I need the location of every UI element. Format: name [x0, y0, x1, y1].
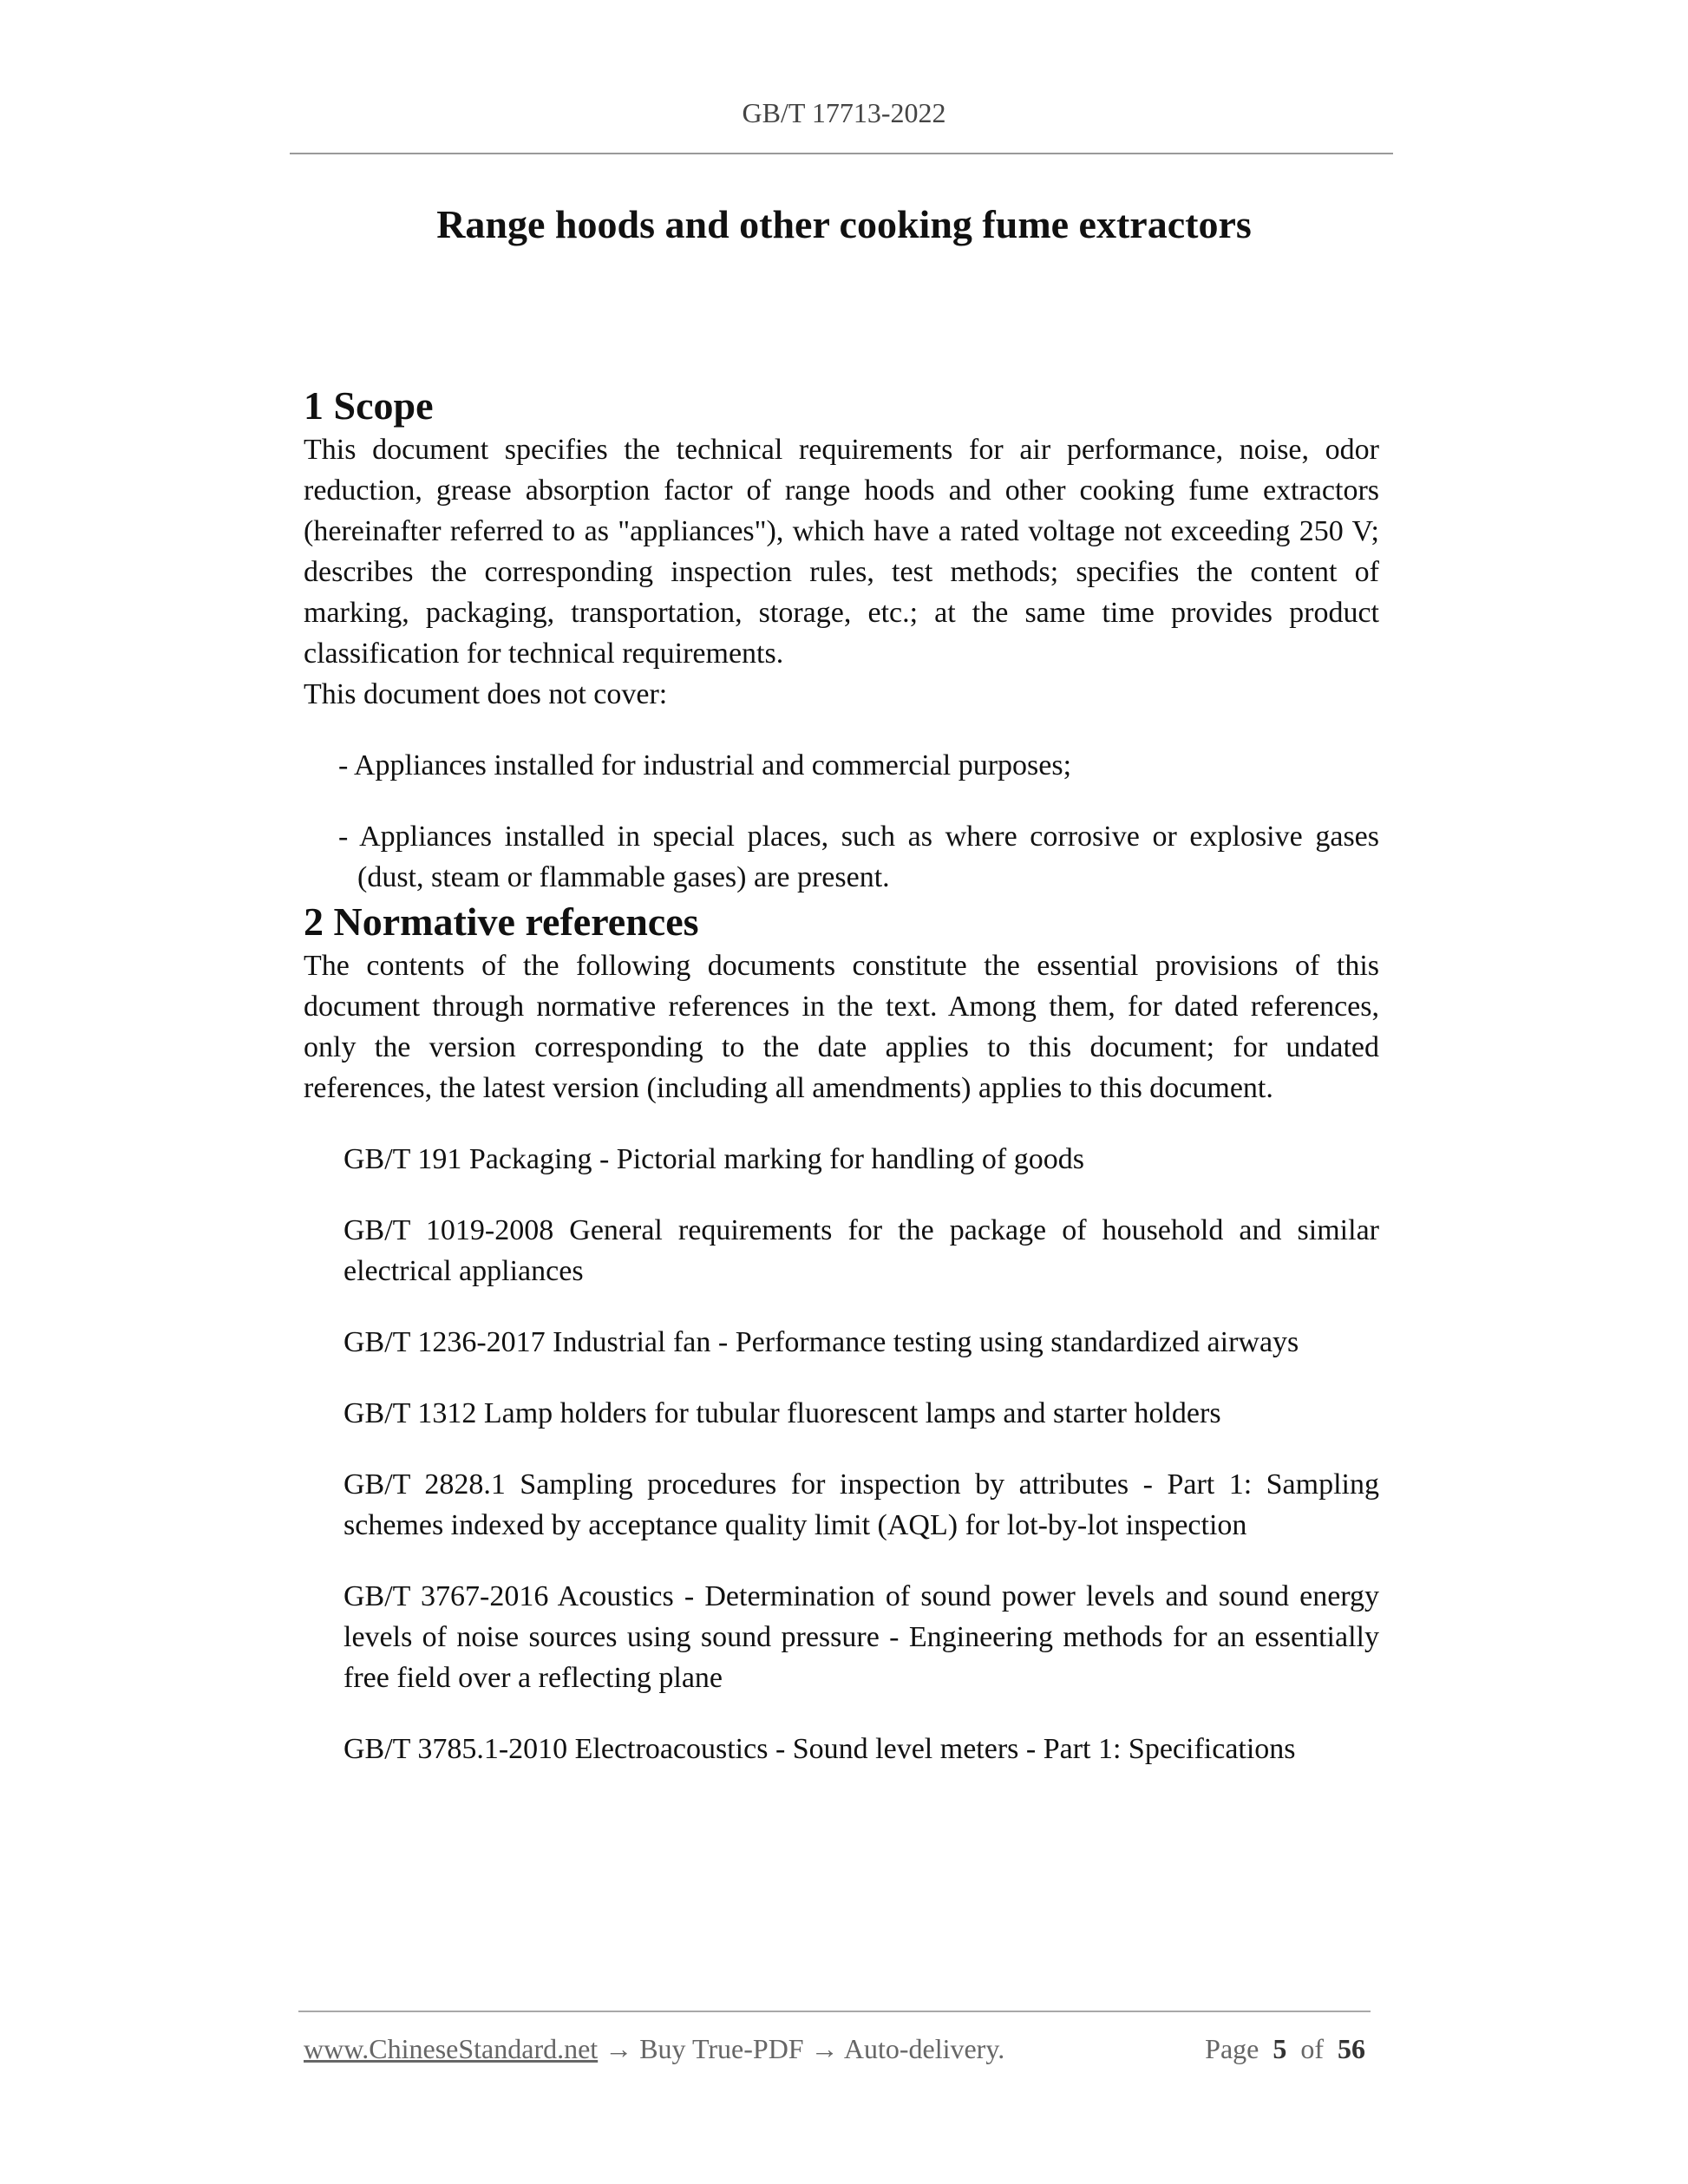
page-current: 5: [1273, 2033, 1287, 2064]
header-divider: [290, 153, 1393, 154]
reference-item: GB/T 1019-2008 General requirements for the package of household and similar electrical appliances: [343, 1214, 1379, 1288]
reference-item: GB/T 1312 Lamp holders for tubular fluorescent lamps and starter holders: [343, 1397, 1221, 1430]
of-label: of: [1300, 2033, 1324, 2064]
page-indicator: [1205, 2033, 1365, 2065]
scope-not-cover: This document does not cover:: [304, 678, 668, 711]
reference-item: GB/T 2828.1 Sampling procedures for inspection by attributes - Part 1: Sampling schemes indexed by acceptance quality limit (AQL) for lot-by-lot inspection: [343, 1468, 1379, 1542]
reference-list: [304, 1139, 1379, 1769]
section-heading-normative-references: 2 Normative references: [304, 899, 699, 945]
normative-paragraph: The contents of the following documents constitute the essential provisions of this document through normative references in the text. Among them, for dated references, only the version corresponding to the date applies to this document; for undated references, the latest version (including all amendments) applies to this document.: [304, 950, 1379, 1105]
reference-item: GB/T 191 Packaging - Pictorial marking for handling of goods: [343, 1143, 1084, 1176]
reference-item: GB/T 3767-2016 Acoustics - Determination of sound power levels and sound energy levels of noise sources using sound pressure - Engineering methods for an essentially free field over a reflecting plane: [343, 1580, 1379, 1695]
exclusion-list: [304, 745, 1379, 898]
footer-divider: [298, 2011, 1371, 2012]
exclusion-item: - Appliances installed in special places, such as where corrosive or explosive gases (dust, steam or flammable gases) are present.: [338, 821, 1379, 894]
section-heading-scope: 1 Scope: [304, 383, 434, 428]
arrow-right-icon: →: [810, 2033, 839, 2064]
footer-promo: [304, 2033, 1004, 2065]
page-total: 56: [1338, 2033, 1365, 2064]
arrow-right-icon: →: [605, 2033, 633, 2064]
reference-item: GB/T 3785.1-2010 Electroacoustics - Sound level meters - Part 1: Specifications: [343, 1733, 1296, 1766]
scope-paragraph: This document specifies the technical requirements for air performance, noise, odor reduction, grease absorption factor of range hoods and other cooking fume extractors (hereinafter referred to as "appliances"), which have a rated voltage not exceeding 250 V; describes the corresponding inspection rules, test methods; specifies the content of marking, packaging, transportation, storage, etc.; at the same time provides product classification for technical requirements.: [304, 434, 1379, 670]
buy-true-pdf-text: Buy True-PDF: [639, 2033, 804, 2064]
auto-delivery-text: Auto-delivery.: [843, 2033, 1005, 2064]
exclusion-item: - Appliances installed for industrial and commercial purposes;: [338, 749, 1072, 782]
page-label: Page: [1205, 2033, 1259, 2064]
document-title: Range hoods and other cooking fume extractors: [436, 202, 1252, 246]
site-link[interactable]: www.ChineseStandard.net: [304, 2033, 599, 2064]
header-standard-code: GB/T 17713-2022: [742, 97, 946, 128]
reference-item: GB/T 1236-2017 Industrial fan - Performance testing using standardized airways: [343, 1326, 1299, 1359]
document-body: [304, 382, 1379, 1769]
